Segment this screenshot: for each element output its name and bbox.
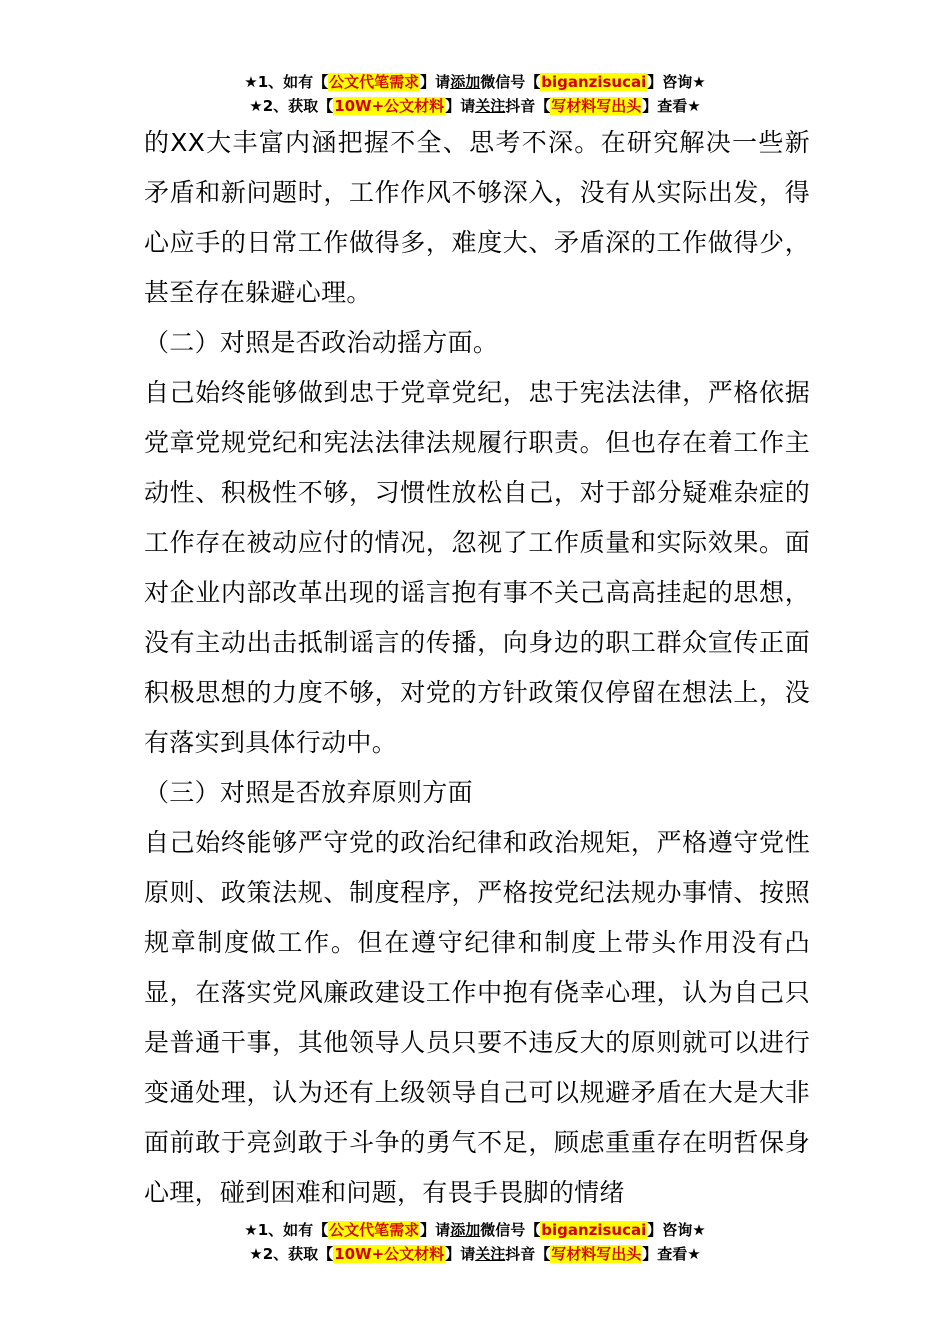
- document-body: [144, 118, 810, 1218]
- banner-text: ★2、获取【: [249, 1245, 334, 1263]
- promo-banner-footer-line-2: [0, 1242, 950, 1266]
- banner-underlined-text: 关注: [475, 1245, 506, 1263]
- banner-text: 】查看★: [642, 1245, 701, 1263]
- promo-banner-line-1: [0, 70, 950, 94]
- banner-text: 】咨询★: [647, 73, 706, 91]
- paragraph-1: 的XX大丰富内涵把握不全、思考不深。在研究解决一些新矛盾和新问题时，工作作风不够深入，没有从实际出发，得心应手的日常工作做得多，难度大、矛盾深的工作做得少，甚至存在躲避心理。: [144, 128, 810, 307]
- banner-highlight: 公文代笔需求: [329, 1221, 420, 1239]
- section-heading-3: （三）对照是否放弃原则方面: [144, 778, 473, 807]
- banner-text: 微信号【: [480, 1221, 541, 1239]
- banner-highlight: 写材料写出头: [551, 1245, 642, 1263]
- banner-highlight: 公文代笔需求: [329, 73, 420, 91]
- banner-highlight: 10W+公文材料: [334, 97, 445, 115]
- promo-banner-line-2: [0, 94, 950, 118]
- banner-highlight: 10W+公文材料: [334, 1245, 445, 1263]
- banner-text: 】请: [420, 1221, 451, 1239]
- paragraph-2: 自己始终能够做到忠于党章党纪，忠于宪法法律，严格依据党章党规党纪和宪法法律法规履行职责。但也存在着工作主动性、积极性不够，习惯性放松自己，对于部分疑难杂症的工作存在被动应付的情况，忽视了工作质量和实际效果。面对企业内部改革出现的谣言抱有事不关己高高挂起的思想，没有主动出击抵制谣言的传播，向身边的职工群众宣传正面积极思想的力度不够，对党的方针政策仅停留在想法上，没有落实到具体行动中。: [144, 378, 810, 757]
- banner-highlight: biganzisucai: [541, 73, 647, 91]
- banner-text: 】咨询★: [647, 1221, 706, 1239]
- banner-highlight: biganzisucai: [541, 1221, 647, 1239]
- banner-text: 微信号【: [480, 73, 541, 91]
- banner-text: 抖音【: [505, 97, 551, 115]
- banner-underlined-text: 添加: [450, 1221, 481, 1239]
- banner-text: 】请: [445, 1245, 476, 1263]
- banner-text: ★1、如有【: [244, 1221, 329, 1239]
- banner-text: 】请: [420, 73, 451, 91]
- banner-text: ★1、如有【: [244, 73, 329, 91]
- banner-text: 】查看★: [642, 97, 701, 115]
- promo-banner-footer-line-1: [0, 1218, 950, 1242]
- banner-text: 抖音【: [505, 1245, 551, 1263]
- banner-text: ★2、获取【: [249, 97, 334, 115]
- banner-highlight: 写材料写出头: [551, 97, 642, 115]
- banner-text: 】请: [445, 97, 476, 115]
- banner-underlined-text: 添加: [450, 73, 481, 91]
- paragraph-3: 自己始终能够严守党的政治纪律和政治规矩，严格遵守党性原则、政策法规、制度程序，严格按党纪法规办事情、按照规章制度做工作。但在遵守纪律和制度上带头作用没有凸显，在落实党风廉政建设工作中抱有侥幸心理，认为自己只是普通干事，其他领导人员只要不违反大的原则就可以进行变通处理，认为还有上级领导自己可以规避矛盾在大是大非面前敢于亮剑敢于斗争的勇气不足，顾虑重重存在明哲保身心理，碰到困难和问题，有畏手畏脚的情绪: [144, 828, 810, 1207]
- section-heading-2: （二）对照是否政治动摇方面。: [144, 328, 499, 357]
- banner-underlined-text: 关注: [475, 97, 506, 115]
